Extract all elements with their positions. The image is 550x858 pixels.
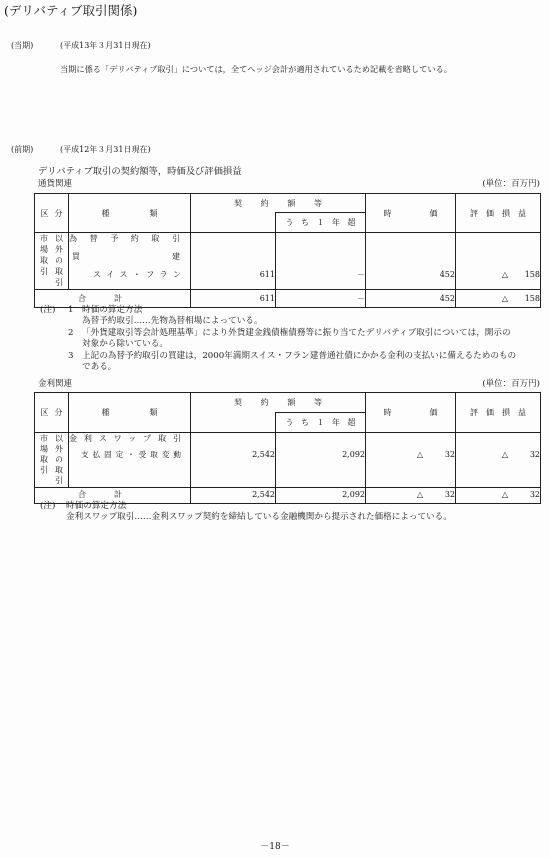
currency-notes	[40, 305, 516, 373]
interest-unit-label: (単位：百万円)	[482, 379, 540, 389]
note-heading: 時価の算定方法	[66, 501, 127, 511]
note-text: 「外貨建取引等会計処理基準」により外貨建金銭債権債務等に振り当てたデリバティブ取引については，開示の	[82, 327, 511, 338]
header-type: 種類	[69, 393, 191, 433]
negative-sign: △	[501, 293, 508, 303]
interest-derivatives-table	[34, 392, 541, 504]
total-label: 合計	[78, 293, 122, 303]
valuation-value: 158	[524, 270, 540, 279]
header-fair-value: 時価	[366, 194, 456, 233]
valuation-cell	[456, 433, 541, 488]
prior-period-date: (平成12年３月31日現在)	[60, 145, 151, 154]
header-contract-blank	[191, 213, 276, 233]
note-line	[40, 316, 516, 327]
note-number: 3	[68, 350, 74, 361]
contract-amount-cell: 2,542	[191, 433, 276, 488]
page-title: (デリバティブ取引関係)	[4, 3, 138, 18]
note-line	[40, 328, 516, 339]
currency-section-title: 通貨関連	[38, 179, 73, 189]
type-line-1: 金利スワップ取引	[69, 434, 181, 443]
total-fair-value: 452	[366, 290, 456, 308]
header-category: 区分	[35, 194, 69, 233]
fair-value-cell	[366, 433, 456, 488]
table-header-row	[35, 194, 541, 213]
currency-unit-label: (単位：百万円)	[482, 179, 540, 189]
total-fair-value-value: 32	[444, 490, 455, 499]
note-label: (注)	[40, 305, 56, 315]
negative-sign: △	[416, 450, 423, 459]
negative-sign: △	[501, 270, 508, 279]
header-fair-value: 時価	[366, 393, 456, 433]
note-line	[40, 339, 516, 350]
interest-notes	[40, 501, 452, 524]
total-contract-amount: 611	[191, 290, 276, 308]
valuation-cell	[456, 233, 541, 290]
total-valuation	[456, 487, 541, 503]
fair-value-value: 32	[444, 450, 455, 459]
prior-period-heading: デリバティブ取引の契約額等，時価及び評価損益	[38, 166, 242, 177]
note-text: 為替予約取引……先物為替相場によっている。	[82, 316, 263, 327]
current-period-date: (平成13年３月31日現在)	[60, 41, 151, 50]
type-cell	[69, 433, 191, 488]
note-number: 2	[68, 327, 74, 338]
header-contract-blank	[191, 413, 276, 433]
currency-derivatives-table	[34, 193, 541, 308]
valuation-value: 32	[529, 450, 540, 459]
prior-period-label: (前期)	[11, 145, 34, 154]
type-line-2: 支払固定・受取変動	[81, 450, 181, 459]
total-contract-amount: 2,542	[191, 487, 276, 503]
total-valuation-value: 32	[529, 490, 540, 499]
type-cell	[69, 233, 191, 290]
current-period-label: (当期)	[11, 41, 34, 50]
negative-sign: △	[416, 490, 423, 499]
note-text: 金利スワップ取引……金利スワップ契約を締結している金融機関から提示された価格によっている。	[66, 512, 452, 523]
total-over-one-year: 2,092	[276, 487, 366, 503]
table-header-row	[35, 393, 541, 413]
note-text: 時価の算定方法	[82, 305, 143, 315]
over-one-year-cell: 2,092	[276, 433, 366, 488]
note-text: である。	[82, 361, 117, 372]
type-line-2: 買建	[72, 252, 180, 261]
category-cell	[35, 433, 69, 488]
note-line	[40, 351, 516, 362]
page-number: －18－	[260, 842, 290, 852]
header-contract-amount: 契約額等	[191, 393, 366, 413]
note-text: 上記の為替予約取引の買建は，2000年満期スイス・フラン建普通社債にかかる金利の支払いに備えるためのもの	[82, 350, 517, 361]
category-cell	[35, 233, 69, 290]
note-line	[40, 362, 516, 373]
current-period-text: 当期に係る「デリバティブ取引」については，全てヘッジ会計が適用されているため記載を省略している。	[60, 64, 452, 74]
note-number: 1	[68, 305, 74, 315]
total-label: 合計	[78, 490, 122, 499]
note-label: (注)	[40, 501, 56, 511]
type-line-1: 為替予約取引	[69, 234, 180, 243]
category-text-col-2: 以外の取引	[54, 434, 64, 487]
header-category: 区分	[35, 393, 69, 433]
fair-value-cell: 452	[366, 233, 456, 290]
negative-sign: △	[501, 450, 508, 459]
interest-section-title: 金利関連	[38, 379, 73, 389]
total-valuation-value: 158	[524, 293, 540, 303]
header-valuation: 評価損益	[456, 194, 541, 233]
header-valuation: 評価損益	[456, 393, 541, 433]
note-line	[40, 501, 452, 512]
header-contract-amount: 契約額等	[191, 194, 366, 213]
table-row	[35, 433, 541, 488]
category-text-col-2: 以外の取引	[54, 234, 64, 289]
header-over-one-year: うち１年超	[276, 413, 366, 433]
header-type: 種類	[69, 194, 191, 233]
over-one-year-cell: －	[276, 233, 366, 290]
category-text-col-1: 市場取引	[39, 434, 49, 476]
contract-amount-cell: 611	[191, 233, 276, 290]
note-line	[40, 512, 452, 523]
type-line-3: スイス・フラン	[93, 270, 181, 279]
total-over-one-year: －	[276, 290, 366, 308]
header-over-one-year: うち１年超	[276, 213, 366, 233]
note-line	[40, 305, 516, 316]
category-text-col-1: 市場取引	[39, 234, 49, 278]
note-text: 対象から除いている。	[82, 339, 168, 350]
table-row	[35, 233, 541, 290]
negative-sign: △	[501, 490, 508, 499]
